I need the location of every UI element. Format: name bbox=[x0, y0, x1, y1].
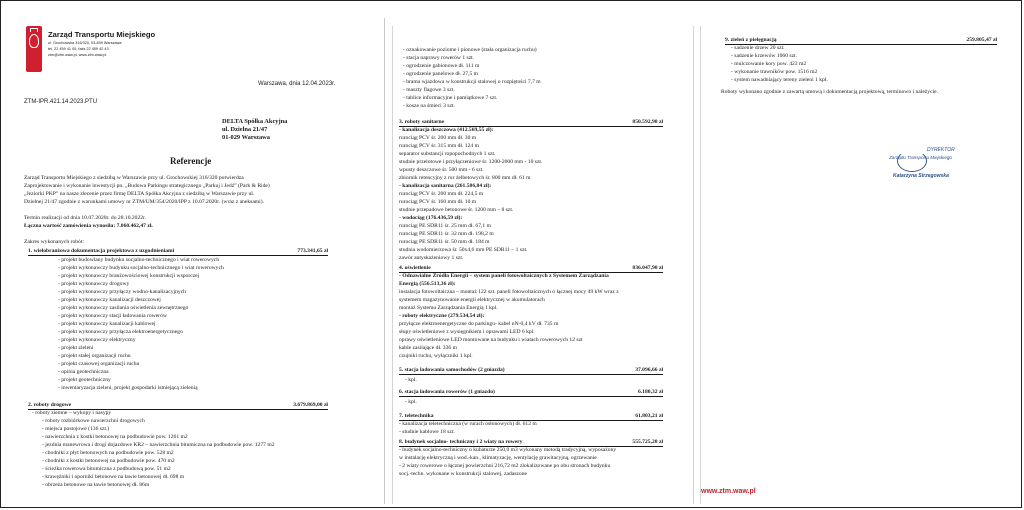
list-item: - projekt wykonawczy zasilania oświetlenia zewnętrznego bbox=[58, 305, 189, 311]
list-item: - kpl. bbox=[405, 399, 417, 405]
list-item: - budynek socjalno-techniczny o kubaturze 250,0 m3 wykonany metodą tradycyjną, wyposażony bbox=[399, 447, 617, 453]
list-item: - Odnawialne Źródła Energii – system paneli fotowoltaicznych z Systemem Zarządzania bbox=[399, 273, 609, 279]
list-item: systemem magazynowanie energii elektrycznej w akumulatorach bbox=[399, 297, 545, 303]
list-item: zawór antyskażeniowy 1 szt. bbox=[399, 255, 464, 261]
list-item: - oznakowanie poziome i pionowe (stała organizacja ruchu) bbox=[403, 47, 537, 53]
section-amount: 555.725,28 zł bbox=[632, 439, 663, 445]
list-item: - wykonanie trawników pow. 1516 m2 bbox=[731, 69, 818, 75]
org-email: ztm@ztm.waw.pl, www.ztm.waw.pl bbox=[48, 53, 107, 57]
document-page-1 bbox=[12, 18, 385, 504]
list-item: przyłącze elektroenergetyczne do parkingu- kabel nN-0,4 kV dł. 735 m bbox=[399, 321, 559, 327]
list-item: studnia wodomierzowa śr. 50x4,6 mm PE SDR11 – 1 szt. bbox=[399, 247, 528, 253]
recipient-line-3: 01-029 Warszawa bbox=[222, 134, 270, 141]
list-item: - projekt wykonawczy przyłączy wodno-kanalizacyjnych bbox=[58, 289, 186, 295]
list-item: - mulczowanie kory pow. 423 m2 bbox=[731, 61, 807, 67]
list-item: separator substancji ropopochodnych 1 szt. bbox=[399, 151, 496, 157]
org-phone: tel. 22 459 41 00, faks 22 459 42 43 bbox=[48, 47, 109, 51]
list-item: - obrzeża betonowe na ławie betonowej dł. 86m bbox=[42, 482, 150, 488]
list-item: - krawężniki i oporniki betonowe na ławie betonowej dł. 698 m bbox=[42, 474, 185, 480]
section-1-title bbox=[28, 247, 328, 256]
list-item: kable zasilające dł. 336 m bbox=[399, 345, 457, 351]
list-item: - projekt zieleni bbox=[58, 345, 94, 351]
list-item: rurociąg PE SDR11 śr. 32 mm dł. 198,2 m bbox=[399, 231, 494, 237]
list-item: - projekt geotechniczny bbox=[58, 377, 111, 383]
list-item: - 2 wiaty rowerowe o łącznej powierzchni 216,72 m2 zlokalizowane po obu stronach budynku bbox=[399, 463, 611, 469]
document-page-3 bbox=[700, 26, 1019, 504]
list-item: - projekt wykonawczy elektryczny bbox=[58, 337, 136, 343]
list-item: - projekt wykonawczy branżowościowej konstrukcji wsporczej bbox=[58, 273, 200, 279]
list-item: w instalację elektryczną i wod.-kan., klimatyzację, wentylację grawitacyjną, ogrzewanie bbox=[399, 455, 597, 461]
signature-stamp bbox=[889, 147, 967, 179]
list-item: - roboty ziemne – wykopy i nasypy bbox=[32, 410, 112, 416]
section-amount: 6.180,32 zł bbox=[637, 389, 663, 395]
reference-number: ZTM-IPR.421.14.2023.PTU bbox=[24, 99, 98, 105]
list-item: rurociąg PCV śr. 160 mm dł. 10 m bbox=[399, 199, 477, 205]
section-6-title bbox=[399, 388, 663, 397]
list-item: instalacja fotowoltaiczna – montaż 122 szt. paneli fotowoltaicznych o łącznej mocy 49 kW wraz z bbox=[399, 289, 619, 295]
list-item: - projekt wykonawczy stacji ładowania rowerów bbox=[58, 313, 167, 319]
letter-heading: Referencje bbox=[170, 156, 212, 166]
list-item: - system nawadniający tereny zieleni 1 kpl. bbox=[731, 77, 828, 83]
footer-url[interactable]: www.ztm.waw.pl bbox=[701, 488, 756, 495]
section-title-text: 5. stacja ładowania samochodów (2 gniazda) bbox=[399, 367, 505, 373]
org-address: ul. Grochowska 316/320, 03-839 Warszawa bbox=[48, 41, 122, 45]
term-line: Termin realizacji od dnia 10.07.2020r. do 28.10.2022r. bbox=[24, 215, 147, 221]
section-title-text: 7. teletechnika bbox=[399, 413, 434, 419]
signature-name: Katarzyna Strzegowska bbox=[893, 173, 949, 179]
section-amount: 773.341,65 zł bbox=[297, 248, 328, 254]
list-item: - chodniki z kostki betonowej na podbudowie pow. 470 m2 bbox=[42, 458, 175, 464]
intro-line: Zaprojektowanie i wykonanie inwestycji pn. „Budowa Parkingu strategicznego „Parkuj i Jedź” (Park & Ride) bbox=[24, 183, 270, 189]
list-item: - sadzenie drzew 20 szt. bbox=[731, 45, 785, 51]
section-title-text: 9. zieleń z pielęgnacją bbox=[725, 37, 777, 43]
list-item: Energią (556.513,36 zł): bbox=[399, 281, 456, 287]
list-item: - kpl. bbox=[405, 377, 417, 383]
section-4-list bbox=[399, 272, 619, 360]
list-item: - wodociąg (176.436,59 zł): bbox=[399, 215, 463, 221]
section-7-list bbox=[399, 420, 537, 436]
ztm-logo bbox=[26, 26, 42, 72]
list-item: rurociąg PE SDR11 śr. 25 mm dł. 67,1 m bbox=[399, 223, 491, 229]
list-item: - projekt wykonawczy kanalizacji kablowej bbox=[58, 321, 156, 327]
document-page-2 bbox=[392, 26, 694, 504]
siren-emblem-icon bbox=[29, 34, 39, 48]
section-9-list bbox=[731, 44, 828, 84]
list-item: - brama wjazdowa w konstrukcji stalowej o rozpiętości 7,7 m bbox=[403, 79, 541, 85]
section-amount: 850.592,98 zł bbox=[632, 119, 663, 125]
section-8-list bbox=[399, 446, 616, 478]
section-amount: 836.047,90 zł bbox=[632, 265, 663, 271]
list-item: - kanalizacja sanitarna (261.586,84 zł): bbox=[399, 183, 492, 189]
list-item: rurociąg PCV śr. 200 mm dł. 224,5 m bbox=[399, 191, 484, 197]
list-item: - opinia geotechniczna bbox=[58, 369, 109, 375]
list-item: - projekt wykonawczy drogowy bbox=[58, 281, 130, 287]
section-1-list bbox=[58, 256, 224, 392]
section-amount: 37.096,66 zł bbox=[635, 367, 663, 373]
list-item: - inwentaryzacja zieleni, projekt gospodarki istniejącą zielenią bbox=[58, 385, 198, 391]
section-5-title bbox=[399, 366, 663, 375]
letter-date: Warszawa, dnia 12.04.2023r. bbox=[258, 81, 336, 87]
section-title-text: 6. stacja ładowania rowerów (1 gniazdo) bbox=[399, 389, 495, 395]
list-item: zbiornik retencyjny z rur żelbetowych śr. 800 mm dł. 61 m bbox=[399, 175, 531, 181]
list-item: - ścieżka rowerowa bitumiczna z podbudową pow. 51 m2 bbox=[42, 466, 171, 472]
intro-line: Zarząd Transportu Miejskiego z siedzibą w Warszawie przy ul. Grochowskiej 316/320 potwierdza bbox=[24, 175, 244, 181]
list-item: słupy oświetleniowe z wysięgnikiem i oprawami LED 6 kpl. bbox=[399, 329, 535, 335]
list-item: - kanalizacja deszczowa (412.569,55 zł): bbox=[399, 127, 494, 133]
list-item: - projekt stałej organizacji ruchu bbox=[58, 353, 131, 359]
list-item: - projekt wykonawczy budynku socjalno-technicznego i wiat rowerowych bbox=[58, 265, 224, 271]
list-item: montaż Systemu Zarządzania Energią 1 kpl. bbox=[399, 305, 498, 311]
section-title-text: 8. budynek socjalno- techniczny i 2 wiaty na rowery bbox=[399, 439, 523, 445]
list-item: - sadzenie krzewów 1060 szt. bbox=[731, 53, 798, 59]
section-title-text: 4. oświetlenie bbox=[399, 265, 431, 271]
recipient-line-1: DELTA Spółka Akcyjna bbox=[222, 118, 288, 125]
list-item: - maszty flagowe 3 szt. bbox=[403, 87, 455, 93]
section-title-text: 3. roboty sanitarne bbox=[399, 119, 445, 125]
list-item: studnie przepadowe betonowe śr. 1200 mm – 8 szt. bbox=[399, 207, 514, 213]
list-item: rurociąg PCV śr. 200 mm dł. 30 m bbox=[399, 135, 477, 141]
section-amount: 3.679.869,00 zł bbox=[293, 402, 328, 408]
list-item: - projekt czasowej organizacji ruchu bbox=[58, 361, 140, 367]
crown-icon bbox=[30, 28, 38, 32]
org-name: Zarząd Transportu Miejskiego bbox=[48, 30, 156, 39]
intro-line: „Jeziorki PKP” na nasze zlecenie przez firmę DELTA Spółka Akcyjna z siedzibą w Warszawie przy ul. bbox=[24, 191, 255, 197]
list-item: - ogrodzenie panelowe dł. 27,5 m bbox=[403, 71, 479, 77]
signature-org: Zarządu Transportu Miejskiego bbox=[889, 155, 952, 160]
list-item: - projekt budowlany budynku socjalno-technicznego i wiat rowerowych bbox=[58, 257, 220, 263]
list-item: - miejsca postojowe (136 szt.) bbox=[42, 426, 110, 432]
recipient-line-2: ul. Dzielna 21/47 bbox=[222, 126, 268, 133]
list-item: - tablice informacyjne i pamiątkowe 7 szt. bbox=[403, 95, 498, 101]
list-item: rurociąg PE SDR11 śr. 50 mm dł. 184 m bbox=[399, 239, 490, 245]
list-item: oprawy oświetleniowe LED montowane na budynku i wiatach rowerowych 12 szt bbox=[399, 337, 583, 343]
list-item: studnie przelotowe i przyłączeniowe śr. 1200-2000 mm - 10 szt. bbox=[399, 159, 543, 165]
list-item: czujniki ruchu, wyłączniki 1 kpl. bbox=[399, 353, 473, 359]
section-3-list bbox=[399, 126, 542, 262]
list-item: - jezdnia manewrowa i drogi dojazdowe KR2 – nawierzchnia bitumiczna na podbudowie pow. 1277 m2 bbox=[42, 442, 275, 448]
list-item: - projekt wykonawczy przyłącza elektroenergetycznego bbox=[58, 329, 183, 335]
list-item: - nawierzchnia z kostki betonowej na podbudowie pow. 1261 m2 bbox=[42, 434, 188, 440]
list-item: - projekt wykonawczy kanalizacji deszczowej bbox=[58, 297, 161, 303]
section-title-text: 2. roboty drogowe bbox=[28, 402, 72, 408]
list-item: - ogrodzenie gabionowe dł. 111 m bbox=[403, 63, 480, 69]
section-title-text: 1. wielobranżowa dokumentacja projektowa z uzgodnieniami bbox=[28, 248, 175, 254]
total-value: Łączna wartość zamówienia wynosiła: 7.060.462,47 zł. bbox=[24, 223, 153, 229]
intro-line: Dzielnej 21/47 zgodnie z warunkami umowy nr ZTM/UM/354/2020/IPP z 10.07.2020r. (wraz z aneksami). bbox=[24, 199, 264, 205]
section-amount: 61.803,21 zł bbox=[635, 413, 663, 419]
list-item: - studnie kablowe 18 szt. bbox=[399, 429, 455, 435]
list-item: - roboty rozbiórkowe nawierzchni drogowych bbox=[42, 418, 145, 424]
section-amount: 259.805,47 zł bbox=[966, 37, 997, 43]
list-item: - kosze na śmieci 3 szt. bbox=[403, 103, 455, 109]
list-item: wpusty deszczowe śr. 500 mm - 6 szt. bbox=[399, 167, 484, 173]
list-item: - chodniki z płyt betonowych na podbudowie pow. 528 m2 bbox=[42, 450, 174, 456]
list-item: socj.-techn. wykonane w konstrukcji stalowej, zadaszone bbox=[399, 471, 527, 477]
list-item: - kanalizacja teletechniczna (w rurach osłonowych) dł. 612 m bbox=[399, 421, 537, 427]
scope-intro: Zakres wykonanych robót: bbox=[24, 239, 84, 245]
closing-statement: Roboty wykonano zgodnie z zawartą umową i dokumentacją projektową, terminowo i należycie. bbox=[721, 89, 938, 95]
signature-title: DYREKTOR bbox=[927, 147, 955, 153]
section-2-list bbox=[32, 409, 275, 489]
list-item: - stacja naprawy rowerów 1 szt. bbox=[403, 55, 475, 61]
list-item: - roboty elektryczne (279.534,54 zł): bbox=[399, 313, 485, 319]
page-2-continued-list bbox=[403, 46, 541, 110]
list-item: rurociąg PCV śr. 315 mm dł. 124 m bbox=[399, 143, 479, 149]
